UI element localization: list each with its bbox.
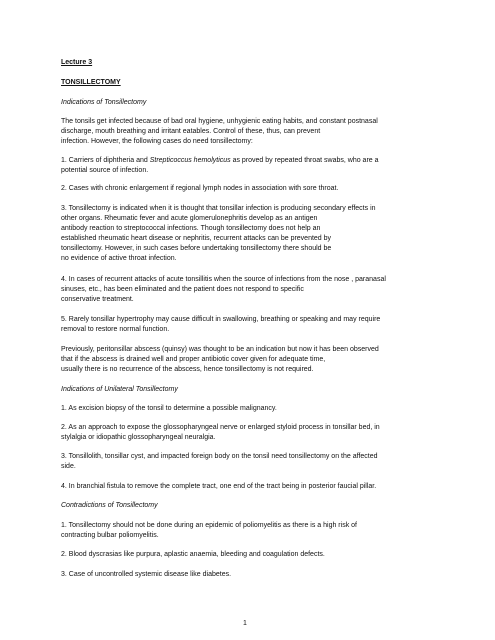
- document-title: TONSILLECTOMY: [61, 79, 121, 86]
- intro-paragraph: The tonsils get infected because of bad oral hygiene, unhygienic eating habits, and constant postnasal discharge, mouth breathing and irritant eatables. Control of these, thus, can prevent infection. However, the following cases do need tonsillectomy:: [61, 118, 378, 145]
- unilateral-3: 3. Tonsillolith, tonsillar cyst, and impacted foreign body on the tonsil need tonsillectomy on the affected side.: [61, 453, 378, 470]
- section-heading-indications: Indications of Tonsillectomy: [61, 99, 147, 106]
- indication-1-text: 1. Carriers of diphtheria and: [61, 157, 150, 164]
- contraindication-2: 2. Blood dyscrasias like purpura, aplastic anaemia, bleeding and coagulation defects.: [61, 551, 325, 558]
- indication-5: 5. Rarely tonsillar hypertrophy may cause difficult in swallowing, breathing or speaking and may require removal to restore normal function.: [61, 316, 381, 333]
- indication-1-organism: Strepticoccus hemolyticus: [149, 157, 231, 164]
- contraindication-3: 3. Case of uncontrolled systemic disease like diabetes.: [61, 571, 232, 578]
- indication-2: 2. Cases with chronic enlargement if regional lymph nodes in association with sore throat.: [61, 185, 339, 192]
- section-heading-contraindications: Contradictions of Tonsillectomy: [61, 502, 158, 509]
- contraindication-1: 1. Tonsillectomy should not be done during an epidemic of poliomyelitis as there is a high risk of contracting bulbar poliomyelitis.: [61, 522, 357, 539]
- unilateral-2: 2. As an approach to expose the glossopharyngeal nerve or enlarged styloid process in tonsillar bed, in stylalgia or idiopathic glossopharyngeal neuralgia.: [61, 424, 380, 441]
- page-number: 1: [243, 620, 247, 627]
- indication-4: 4. In cases of recurrent attacks of acute tonsillitis when the source of infections from the nose , paranasal sinuses, etc., has been eliminated and the patient does not respond to specific conservative treatment.: [61, 276, 386, 303]
- lecture-heading: Lecture 3: [61, 59, 93, 66]
- indication-1: [61, 156, 439, 176]
- indication-3: 3. Tonsillectomy is indicated when it is thought that tonsillar infection is producing secondary effects in other organs. Rheumatic fever and acute glomerulonephritis develop as an antigen antibody reaction to streptococcal infections. Though tonsillectomy does not help an established rheumatic heart disease or nephritis, recurrent attacks can be prevented by tonsillectomy. However, in such cases before undertaking tonsillectomy there should be no evidence of active throat infection.: [61, 205, 376, 262]
- quinsy-paragraph: Previously, peritonsillar abscess (quinsy) was thought to be an indication but now it has been observed that if the abscess is drained well and proper antibiotic cover given for adequate time, usually there is no recurrence of the abscess, hence tonsillectomy is not required.: [61, 346, 379, 373]
- indication-1-text-end: as proved by repeated throat swabs, who are a potential source of infection.: [61, 157, 379, 174]
- unilateral-4: 4. In branchial fistula to remove the complete tract, one end of the tract being in posterior faucial pillar.: [61, 483, 377, 490]
- section-heading-unilateral: Indications of Unilateral Tonsillectomy: [61, 386, 178, 393]
- unilateral-1: 1. As excision biopsy of the tonsil to determine a possible malignancy.: [61, 405, 277, 412]
